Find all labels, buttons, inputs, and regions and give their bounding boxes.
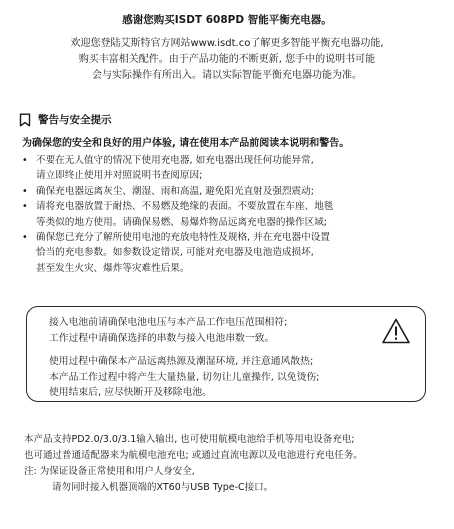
- notice-line: 接入电池前请确保电池电压与本产品工作电压范围相符;: [49, 317, 288, 328]
- warning-bullet-list: [14, 153, 442, 276]
- bullet-line: • 确保您已充分了解所使用电池的充放电特性及规格, 并在充电器中设置: [36, 232, 330, 244]
- intro-paragraph: [0, 36, 454, 84]
- bullet-line: • 请将充电器放置于耐热、不易燃及绝缘的表面。不要放置在车座、地毯: [36, 201, 334, 213]
- warning-heading-text: 警告与安全提示: [38, 114, 112, 126]
- warning-lead: 为确保您的安全和良好的用户体验, 请在使用本产品前阅读本说明和警告。: [22, 138, 350, 149]
- notice-line: 使用结束后, 应尽快断开及移除电池。: [49, 387, 212, 399]
- warning-triangle-icon: [381, 317, 411, 345]
- bullet-line: 请立即终止使用并对照说明书查阅原因;: [36, 170, 203, 182]
- footer-line: 本产品支持PD2.0/3.0/3.1输入输出, 也可使用航模电池给手机等用电设备充电;: [24, 434, 355, 445]
- footer-notes: [24, 432, 444, 496]
- warning-bullet: [14, 230, 442, 276]
- bullet-line: 甚至发生火灾、爆炸等灾难性后果。: [36, 262, 190, 274]
- footer-note-detail: 请勿同时接入机器顶端的XT60与USB Type-C接口。: [52, 482, 274, 493]
- warning-bullet: [14, 153, 442, 184]
- bullet-line: • 不要在无人值守的情况下使用充电器, 如充电器出现任何功能异常,: [36, 155, 314, 166]
- warning-bullet: [14, 199, 442, 230]
- notice-line: 本产品工作过程中将产生大量热量, 切勿让儿童操作, 以免烫伤;: [49, 371, 320, 383]
- notice-lines: [49, 315, 379, 401]
- intro-line: 欢迎您登陆艾斯特官方网站www.isdt.co了解更多智能平衡充电器功能,: [70, 38, 384, 49]
- intro-title: 感谢您购买ISDT 608PD 智能平衡充电器。: [122, 14, 332, 26]
- bullet-line: 等类似的地方使用。请确保易燃、易爆炸物品远离充电器的操作区域;: [36, 216, 328, 228]
- warning-bullet: [14, 184, 442, 199]
- bookmark-icon: [18, 113, 32, 127]
- notice-line: 使用过程中确保本产品远离热源及潮湿环境, 并注意通风散热;: [49, 356, 314, 368]
- bullet-line: 恰当的充电参数。如参数设定错误, 可能对充电器及电池造成损坏,: [36, 247, 314, 259]
- footer-line: 也可通过普通适配器来为航模电池充电; 或通过直流电源以及电池进行充电任务。: [24, 450, 363, 461]
- notice-line: 工作过程中请确保选择的串数与接入电池串数一致。: [49, 332, 275, 344]
- intro-line: 会与实际操作有所出入。请以实际智能平衡充电器功能为准。: [92, 70, 362, 81]
- bullet-line: • 确保充电器远离灰尘、潮湿、雨和高温, 避免阳光直射及强烈震动;: [36, 185, 314, 197]
- intro-line: 购买丰富相关配件。由于产品功能的不断更新, 您手中的说明书可能: [78, 54, 376, 65]
- footer-note: 注: 为保证设备正常使用和用户人身安全,: [24, 466, 195, 477]
- warning-section-heading: [18, 112, 112, 127]
- safety-notice-box: [26, 306, 426, 402]
